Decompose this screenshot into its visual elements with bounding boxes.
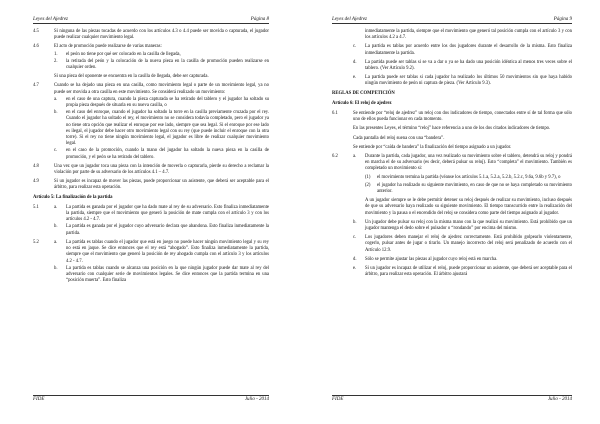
- list-text: La partida es ganada por el jugador que ha dado mate al rey de su adversario. Esto finaliza inmediatamente la partida, siempre que el movimiento que generó la posición de mate cumpla con el artículo 3 y con los artículos 4.2 - 4.7.: [66, 204, 269, 223]
- list-text: el movimiento termina la partida (véanse los artículos 5.1.a, 5.2.a, 5.2.b, 5.2.c, 9.6a, 9.6b y 9.7), o: [377, 174, 561, 180]
- list-text: en el caso del enroque, cuando el jugador ha soltado la torre en la casilla previamente cruzada por el rey. Cuando el jugador ha soltado el rey, el movimiento no se considera todavía completado, pero el jugador ya no tiene otra opción que realizar el enroque por ese lado, siempre que sea legal. Si el enroque por ese lado es ilegal, el jugador debe hacer otro movimiento legal con su rey (que puede incluir el enroque con la otra torre). Si el rey no tiene ningún movimiento legal, el jugador es libre de realizar cualquier movimiento legal.: [66, 110, 269, 147]
- list-label: c.: [54, 148, 58, 154]
- item-number: 6.1: [332, 111, 338, 117]
- list-text: el jugador ha realizado su siguiente movimiento, en caso de que no se haya completado su movimiento anterior.: [377, 182, 572, 195]
- list-label: (2): [365, 182, 371, 188]
- item-text: Se entiende por “reloj de ajedrez” un reloj con dos indicadores de tiempo, conectados entre sí de tal forma que sólo uno de ellos pueda funcionar en cada momento.: [353, 111, 572, 123]
- footer-date: Julio - 2014: [244, 397, 269, 402]
- list-text: La partida es ganada por el jugador cuyo adversario declara que abandona. Esto finaliza inmediatamente la partida.: [66, 224, 269, 236]
- list-item: [54, 110, 269, 147]
- list-label: 1.: [54, 51, 58, 57]
- paragraph: En las presentes Leyes, el término “reloj” hace referencia a uno de los dos citados indicadores de tiempo.: [353, 126, 551, 132]
- list-item: [54, 266, 269, 285]
- article-item-5-1: [33, 205, 269, 237]
- page-number: Página 8: [250, 17, 269, 22]
- list-item: [353, 154, 572, 173]
- section-title: REGLAS DE COMPETICIÓN: [332, 90, 395, 96]
- list-label: a.: [54, 239, 58, 245]
- item-text: Una vez que un jugador toca una pieza con la intención de moverla o capturarla, pierde su derecho a reclamar la violación por parte de su adversario de los artículos 4.1 – 4.7.: [54, 163, 269, 176]
- paragraph: A un jugador siempre se le debe permitir detener su reloj después de realizar su movimiento, incluso después de que su adversario haya realizado su siguiente movimiento. El tiempo transcurrido entre la realización del movimiento y la pausa o el encendido del reloj se considera como parte del tiempo asignado al jugador.: [365, 198, 572, 216]
- list-text: La partida es tablas cuando el jugador que está en juego no puede hacer ningún movimiento legal y su rey no está en jaque. Se dice entonces que el rey está “ahogado”. Esto finaliza inmediatamente la partida, siempre que el movimiento que generó la posición de rey ahogado cumpla con el artículo 3 y los artículos 4.2 - 4.7.: [66, 239, 269, 264]
- item-number: 4.8: [33, 163, 39, 169]
- continuation-text: inmediatamente la partida, siempre que el movimiento que generó tal posición cumpla con el artículo 3 y con los artículos 4.2 a 4.7.: [365, 29, 572, 41]
- item-text: Si ninguna de las piezas tocadas de acuerdo con los artículos 4.3 o 4.4 puede ser movida o capturada, el jugador puede realizar cualquier movimiento legal.: [54, 29, 269, 41]
- page-footer: [332, 395, 572, 405]
- list-item: [332, 75, 572, 87]
- page-footer: [33, 395, 269, 405]
- item-text: Cuando se ha dejado una pieza en una casilla, como movimiento legal o parte de un movimiento legal, ya no puede ser movida a otra casilla en este movimiento. Se considerá realizado un movimiento:: [54, 83, 269, 95]
- item-number: 5.1: [33, 204, 39, 210]
- item-number: 6.2: [332, 154, 338, 160]
- item-text: El acto de promoción puede realizarse de varias maneras:: [54, 44, 162, 50]
- list-item: [353, 175, 572, 181]
- list-label: a.: [54, 204, 58, 210]
- item-number: 4.9: [33, 179, 39, 185]
- article-title: Artículo 5: La finalización de la partida: [33, 194, 113, 200]
- list-item: [54, 59, 269, 71]
- list-text: el peón no tiene por qué ser colocado en la casilla de llegada,: [66, 51, 181, 57]
- list-text: Sólo se permite ajustar las piezas al jugador cuyo reloj está en marcha.: [365, 256, 498, 262]
- list-label: b.: [54, 265, 58, 271]
- article-item-4-5: [33, 29, 269, 41]
- header-title: Leyes del Ajedrez: [332, 17, 367, 22]
- list-item: [332, 44, 572, 56]
- item-number: 4.7: [33, 83, 39, 89]
- list-item: [54, 97, 269, 109]
- list-label: e.: [353, 266, 357, 272]
- paragraph: Se entiende por “caída de bandera” la finalización del tiempo asignado a un jugador.: [353, 144, 512, 150]
- item-number: 5.2: [33, 239, 39, 245]
- list-text: Durante la partida, cada jugador, una vez realizado su movimiento sobre el tablero, detendrá su reloj y pondrá en marcha el de su adversario (es decir, deberá pulsar su reloj). Esto “completa” el movimiento. También es completado un movimiento si:: [365, 154, 572, 172]
- list-label: c.: [353, 235, 357, 241]
- article-item-4-7: [33, 83, 269, 160]
- article-item-4-9: [33, 179, 269, 191]
- article-item-5-2: [33, 240, 269, 284]
- page-header: [33, 14, 269, 24]
- list-item: [332, 60, 572, 72]
- list-item: [54, 52, 269, 58]
- list-text: Si un jugador es incapaz de utilizar el reloj, puede proporcionar un asistente, que deberá ser aceptable para el árbitro, para realizar esta operación. El árbitro ajustará: [365, 266, 572, 278]
- list-label: b.: [54, 224, 58, 230]
- list-item: [54, 205, 269, 224]
- list-label: 2.: [54, 58, 58, 64]
- list-text: Los jugadores deben manejar el reloj de ajedrez correctamente. Está prohibido golpearlo violentamente, cogerlo, pulsar antes de jugar o tirarlo. Un manejo incorrecto del reloj será penalizado de acuerdo con el Artículo 12.9.: [365, 235, 572, 253]
- list-item: [54, 240, 269, 265]
- list-item: [353, 257, 572, 263]
- list-label: a.: [353, 154, 357, 160]
- article-item-6-1: [332, 111, 572, 123]
- list-text: La partida es tablas cuando se alcanza una posición en la que ningún jugador puede dar mate al rey del adversario con cualquier serie de movimientos legales. Se dice entonces que la partida termina en una “posición muerta”. Esto finaliza: [66, 265, 269, 284]
- page-9: [300, 0, 600, 424]
- list-label: d.: [353, 256, 357, 262]
- page-number: Página 9: [553, 17, 572, 22]
- list-text: La partida puede ser tablas si cada jugador ha realizado los últimos 50 movimientos sin que haya habido ningún movimiento de peón ni captura de pieza. (Ver Artículo 9.3).: [365, 75, 572, 87]
- list-text: La partida puede ser tablas si se va a dar o ya se ha dado una posición idéntica al menos tres veces sobre el tablero. (Ver Artículo 9.2).: [365, 59, 572, 72]
- item-text: Si un jugador es incapaz de mover las piezas, puede proporcionar un asistente, que deberá ser aceptable para el árbitro, para realizar esta operación.: [54, 179, 269, 191]
- item-number: 4.5: [33, 29, 39, 34]
- paragraph: Cada pantalla del reloj suena con una “bandera”.: [353, 135, 445, 141]
- list-label: b.: [353, 219, 357, 225]
- list-text: la retirada del peón y la colocación de la nueva pieza en la casilla de promoción pueden realizarse en cualquier orden.: [66, 58, 269, 71]
- footer-org: FIDE: [33, 397, 45, 402]
- article-item-6-2: [332, 154, 572, 278]
- list-text: en el caso de una captura, cuando la pieza capturada se ha retirado del tablero y el jugador ha soltado su propia pieza después de situarla en su nueva casilla, o: [66, 96, 269, 109]
- list-item: [353, 266, 572, 278]
- list-item: [353, 235, 572, 254]
- page-header: [332, 14, 572, 24]
- footer-org: FIDE: [332, 397, 344, 402]
- page-body: [33, 29, 269, 287]
- list-item: [54, 148, 269, 160]
- list-label: b.: [54, 110, 58, 116]
- list-label: e.: [353, 75, 357, 81]
- article-item-4-8: [33, 164, 269, 176]
- header-title: Leyes del Ajedrez: [33, 17, 68, 22]
- list-item: [353, 220, 572, 232]
- list-text: Un jugador debe pulsar su reloj con la misma mano con la que realizó su movimiento. Está prohibido que un jugador mantenga el dedo sobre el pulsador o “rondando” por encima del mismo.: [365, 219, 572, 232]
- list-label: (1): [365, 174, 371, 180]
- list-label: a.: [54, 96, 58, 102]
- list-label: c.: [353, 44, 357, 50]
- article-title: Artículo 6: El reloj de ajedrez: [332, 100, 392, 106]
- list-item: [54, 224, 269, 236]
- list-item: [353, 183, 572, 195]
- page-body: [332, 29, 572, 282]
- list-text: en el caso de la promoción, cuando la mano del jugador ha soltado la nueva pieza en la casilla de promoción, y el peón se ha retirado del tablero.: [66, 148, 269, 160]
- paragraph: Si una pieza del oponente se encuentra en la casilla de llegada, debe ser capturada.: [54, 74, 209, 80]
- list-text: La partida es tablas por acuerdo entre los dos jugadores durante el desarrollo de la misma. Esto finaliza inmediatamente la partida.: [365, 44, 572, 56]
- article-item-4-6: [33, 44, 269, 71]
- footer-date: Julio - 2014: [547, 397, 572, 402]
- list-label: d.: [353, 59, 357, 65]
- item-number: 4.6: [33, 44, 39, 50]
